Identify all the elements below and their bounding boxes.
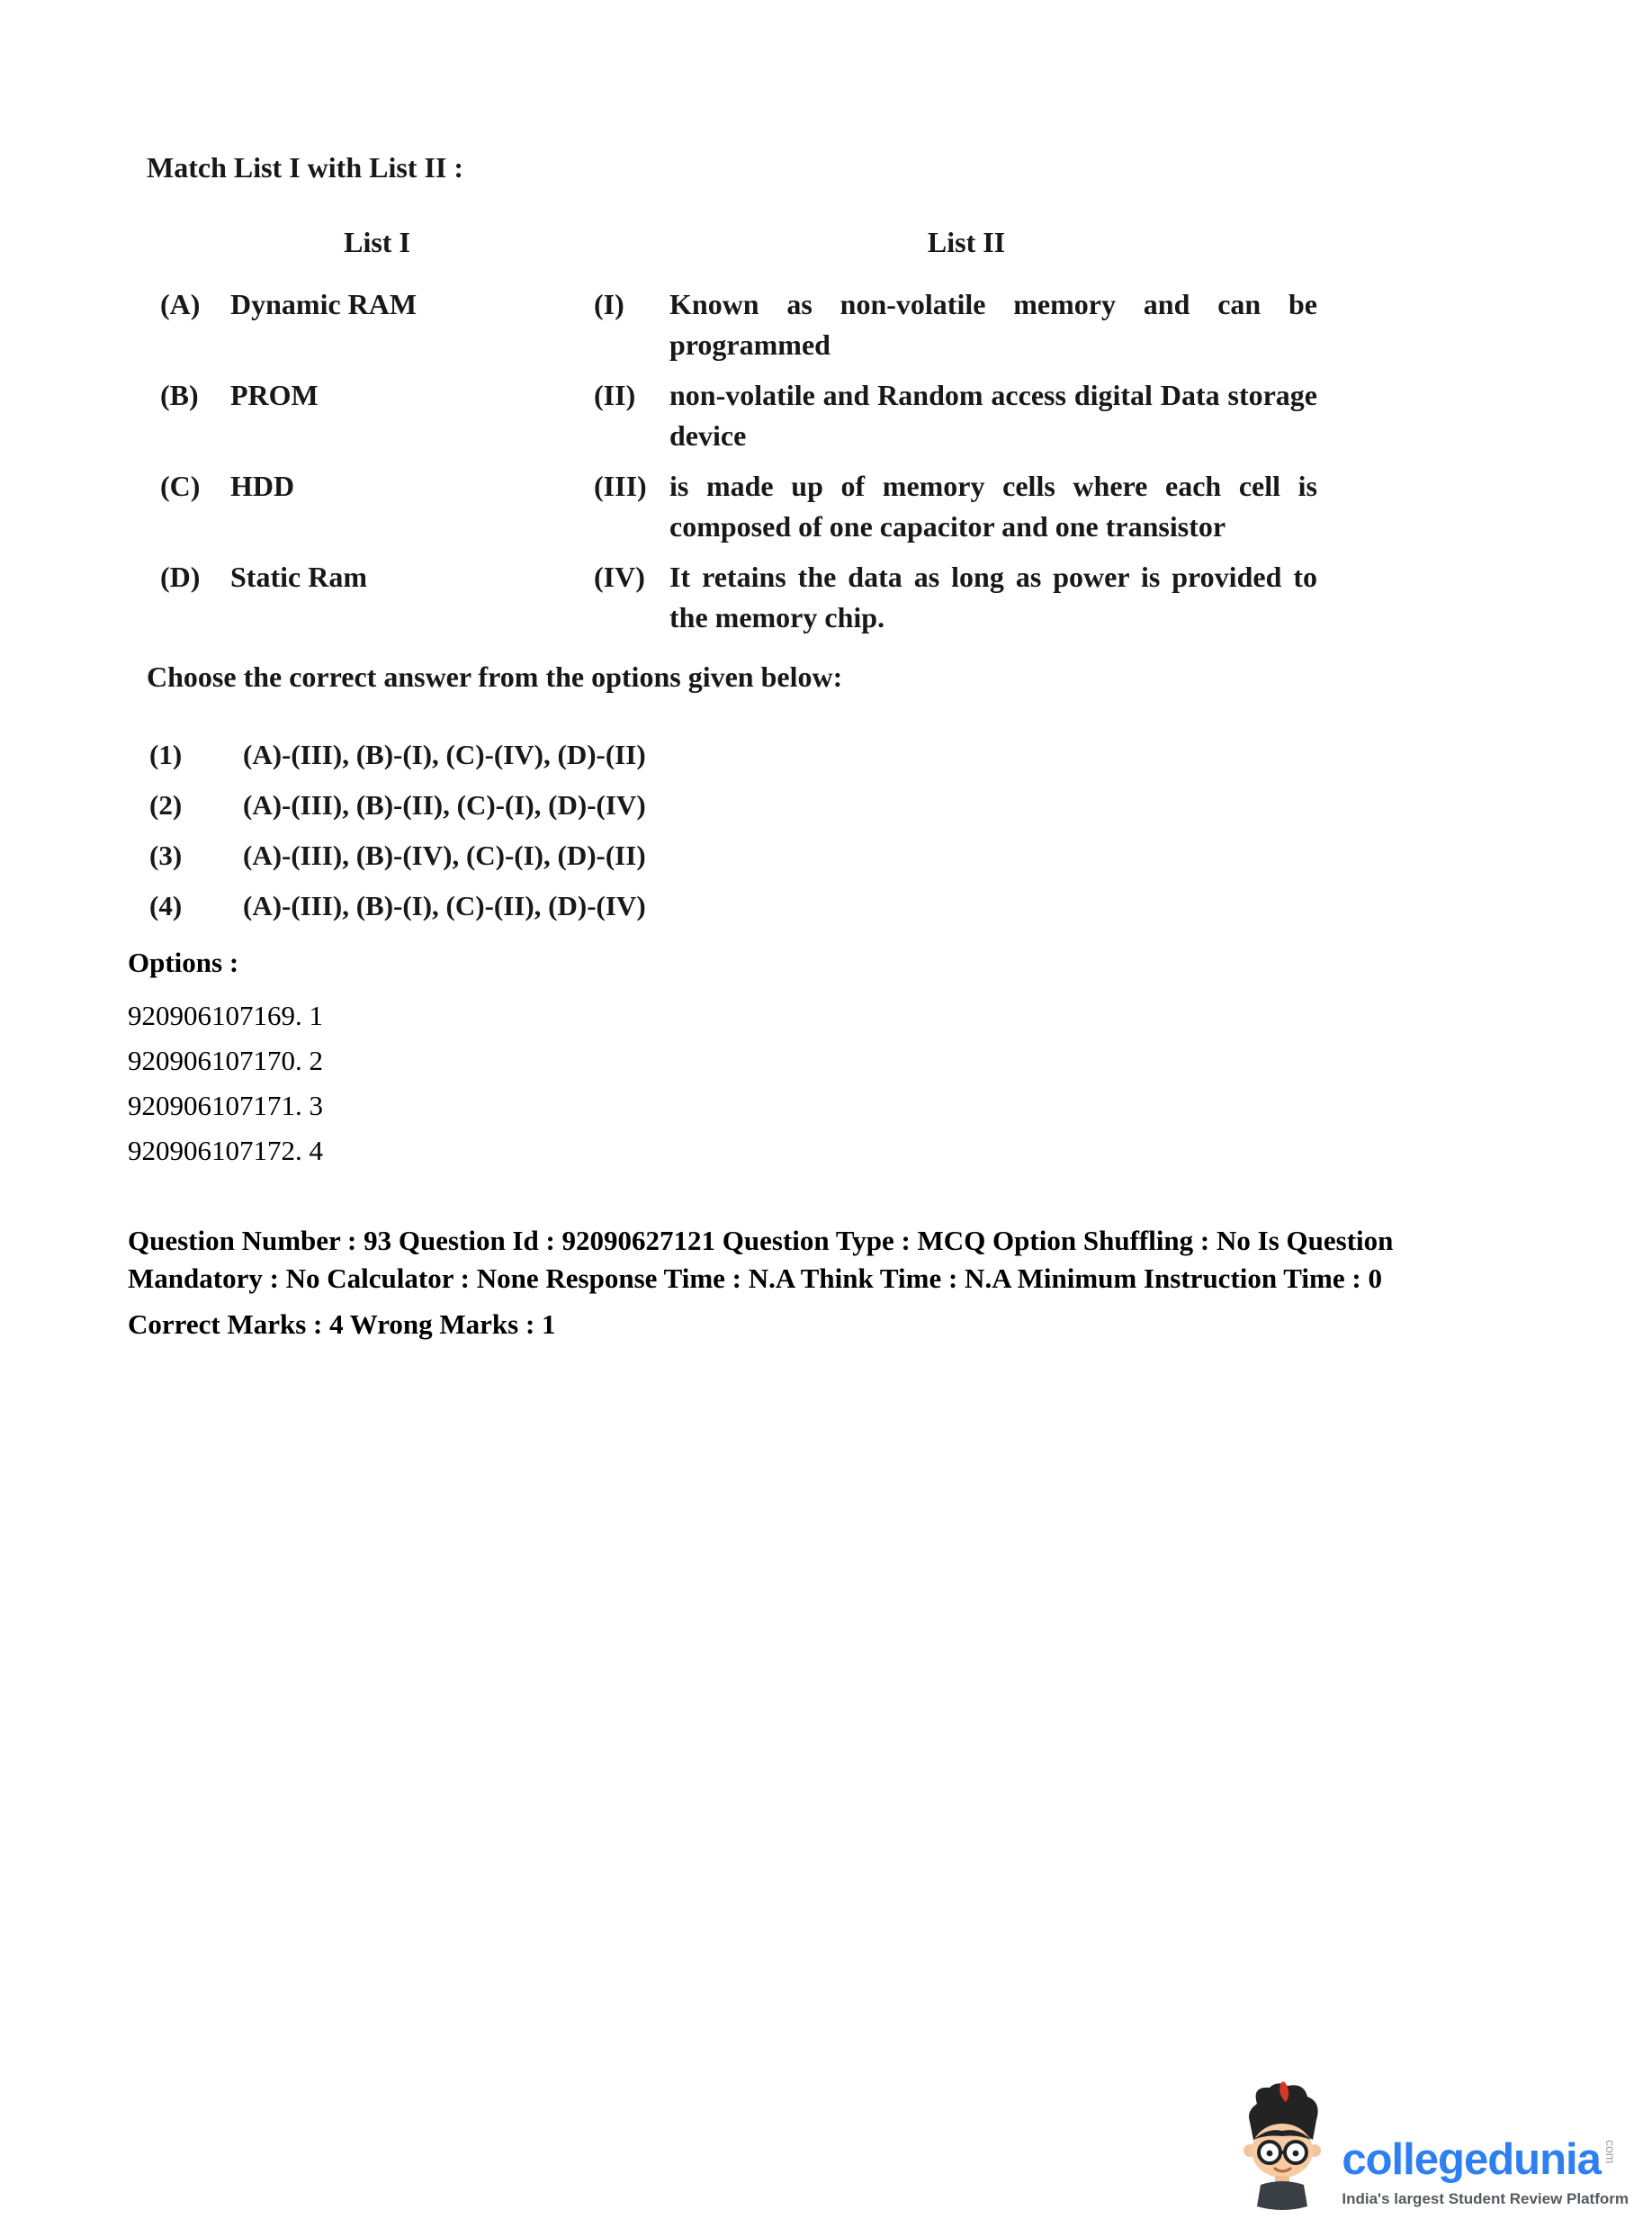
match-table-headers — [160, 226, 1339, 259]
choice-text: (A)-(III), (B)-(IV), (C)-(I), (D)-(II) — [243, 840, 646, 871]
list1-label: (C) — [160, 470, 201, 502]
list1-text: HDD — [230, 470, 295, 502]
list2-label: (I) — [594, 288, 624, 320]
list1-label: (B) — [160, 379, 199, 411]
choice-label: (4) — [149, 890, 183, 921]
brand-name: collegedunia — [1342, 2135, 1601, 2184]
brand-text — [1342, 2136, 1629, 2214]
list2-label: (IV) — [594, 561, 645, 593]
list1-label: (D) — [160, 561, 201, 593]
choice-text: (A)-(III), (B)-(I), (C)-(II), (D)-(IV) — [243, 890, 646, 921]
brand-suffix: com — [1603, 2140, 1618, 2164]
mascot-icon — [1235, 2080, 1329, 2214]
brand-logo — [1235, 2080, 1629, 2214]
option-line: 920906107170. 2 — [128, 1045, 323, 1076]
choice-row — [149, 831, 1406, 881]
answer-choices — [149, 730, 1406, 931]
option-line: 920906107171. 3 — [128, 1090, 323, 1121]
choice-text: (A)-(III), (B)-(I), (C)-(IV), (D)-(II) — [243, 739, 646, 770]
question-prompt: Match List I with List II : — [147, 151, 464, 184]
list1-header: List I — [344, 226, 410, 258]
choice-row — [149, 730, 1406, 780]
metadata-block — [128, 1222, 1488, 1343]
metadata-paragraph: Question Number : 93 Question Id : 92090627121 Question Type : MCQ Option Shuffling : No Is Question Mandatory : No Calculator : None Response Time : N.A Think Time : N.A Minimum Instruction Time : 0 — [128, 1225, 1394, 1294]
choice-row — [149, 881, 1406, 931]
option-line: 920906107169. 1 — [128, 1000, 323, 1031]
list2-text: Known as non-volatile memory and can be programmed — [669, 288, 1317, 361]
list2-text: is made up of memory cells where each cell is composed of one capacitor and one transistor — [669, 470, 1317, 543]
question-block — [147, 151, 1406, 931]
option-line: 920906107172. 4 — [128, 1135, 323, 1166]
list1-text: PROM — [230, 379, 319, 411]
choice-label: (1) — [149, 739, 183, 770]
choice-row — [149, 780, 1406, 831]
list1-text: Dynamic RAM — [230, 288, 417, 320]
list2-header: List II — [927, 226, 1006, 258]
list2-label: (II) — [594, 379, 636, 411]
list1-label: (A) — [160, 288, 201, 320]
brand-tagline: India's largest Student Review Platform — [1342, 2190, 1629, 2207]
list2-label: (III) — [594, 470, 647, 502]
list1-text: Static Ram — [230, 561, 367, 593]
marks-line: Correct Marks : 4 Wrong Marks : 1 — [128, 1308, 556, 1340]
choice-text: (A)-(III), (B)-(II), (C)-(I), (D)-(IV) — [243, 789, 646, 821]
choice-label: (3) — [149, 840, 183, 871]
list2-text: non-volatile and Random access digital Data storage device — [669, 379, 1317, 452]
match-table — [160, 226, 1406, 648]
list2-text: It retains the data as long as power is provided to the memory chip. — [669, 561, 1317, 633]
choice-label: (2) — [149, 789, 183, 821]
options-block — [128, 947, 323, 1173]
choose-instruction: Choose the correct answer from the options given below: — [147, 660, 843, 693]
options-header: Options : — [128, 947, 239, 978]
